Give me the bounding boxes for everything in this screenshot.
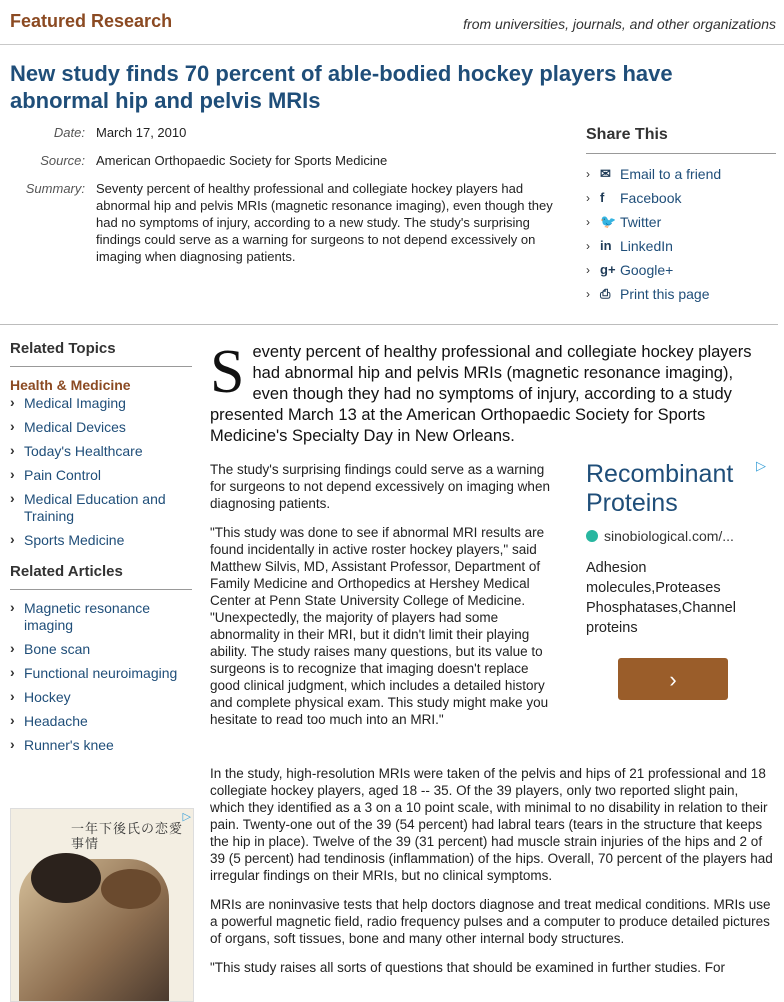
- meta-summary: Seventy percent of healthy professional and collegiate hockey players had abnormal hip and pelvis MRIs (magnetic resonance imaging), even though they had no symptoms of injury, according to a new study. The study's surprising findings could serve as a warning for surgeons to not depend excessively on imaging when diagnosing patients.: [96, 181, 553, 264]
- article-meta: [0, 124, 560, 276]
- meta-source-row: [0, 152, 560, 169]
- related-topics-heading: Related Topics: [10, 340, 192, 367]
- facebook-icon: f: [600, 190, 605, 205]
- related-topics-list: [10, 395, 192, 549]
- article-link[interactable]: › Bone scan: [10, 641, 192, 658]
- meta-date-row: [0, 124, 560, 141]
- share-linkedin-label: LinkedIn: [620, 238, 673, 254]
- share-email-link[interactable]: [586, 162, 776, 186]
- related-articles-heading: Related Articles: [10, 563, 192, 590]
- meta-source: American Orthopaedic Society for Sports Medicine: [96, 153, 388, 168]
- ad-choices-icon[interactable]: ▷: [756, 458, 766, 473]
- ad-title[interactable]: Recombinant Proteins: [586, 460, 734, 517]
- article-paragraph: "This study raises all sorts of questions that should be examined in further studies. For: [210, 960, 726, 975]
- left-sidebar: [10, 340, 192, 768]
- article-body-continued: [210, 765, 776, 988]
- linkedin-icon: in: [600, 238, 612, 253]
- chevron-right-icon: ›: [586, 167, 590, 181]
- chevron-right-icon: ›: [586, 215, 590, 229]
- section-tagline: from universities, journals, and other organizations: [463, 16, 776, 32]
- share-twitter-link[interactable]: [586, 210, 776, 234]
- share-facebook-link[interactable]: [586, 186, 776, 210]
- share-facebook-label: Facebook: [620, 190, 682, 206]
- topic-link[interactable]: › Sports Medicine: [10, 532, 192, 549]
- drop-cap: S: [210, 338, 245, 406]
- meta-date-label: Date:: [53, 125, 85, 140]
- article-paragraph: In the study, high-resolution MRIs were taken of the pelvis and hips of 21 professional and 18 collegiate hockey players, aged 18 -- 35. Of the 39 players, only two reported slight pain, which they identified as a 3 on a 10 point scale, with minimal to no disability in relation to their pain. Twenty-one out of the 39 (54 percent) had labral tears (tears in the structure that keeps the hip in place). Twelve of the 39 (31 percent) had muscle strain injuries of the hips and 2 of 39 (5 percent) had tendinosis (inflammation) of the hips. Overall, 70 percent of the players had irregular findings on their MRIs, but no clinical symptoms.: [210, 766, 773, 883]
- section-brand[interactable]: Featured Research: [10, 11, 173, 31]
- article-title: New study finds 70 percent of able-bodied hockey players have abnormal hip and pelvis MRIs: [10, 61, 673, 113]
- side-ad-title: 一年下後氏の恋愛事情: [71, 821, 184, 851]
- share-panel: [586, 126, 776, 306]
- topic-link[interactable]: › Medical Imaging: [10, 395, 192, 412]
- side-ad-banner[interactable]: [10, 808, 194, 1002]
- share-google-plus-link[interactable]: [586, 258, 776, 282]
- share-google-plus-label: Google+: [620, 262, 674, 278]
- article-lead-text: eventy percent of healthy professional and collegiate hockey players had abnormal hip and pelvis MRIs (magnetic resonance imaging), even though they had no symptoms of injury, according to a study presented March 13 at the American Orthopaedic Society for Sports Medicine's Specialty Day in New Orleans.: [210, 343, 752, 445]
- related-topics-category[interactable]: Health & Medicine: [10, 377, 131, 393]
- article-link[interactable]: › Functional neuroimaging: [10, 665, 192, 682]
- share-linkedin-link[interactable]: [586, 234, 776, 258]
- ad-description: Adhesion molecules,Proteases Phosphatases,Channel proteins: [586, 560, 736, 636]
- share-title: Share This: [586, 126, 776, 154]
- article-paragraph: MRIs are noninvasive tests that help doctors diagnose and treat medical conditions. MRIs use a powerful magnetic field, radio frequency pulses and a computer to produce detailed pictures of organs, soft tissues, bone and many other internal body structures.: [210, 897, 771, 946]
- printer-icon: ⎙: [600, 286, 611, 301]
- globe-icon: [586, 530, 598, 542]
- twitter-icon: 🐦: [600, 214, 617, 229]
- article-link[interactable]: › Runner's knee: [10, 737, 192, 754]
- share-twitter-label: Twitter: [620, 214, 662, 230]
- article-paragraph: The study's surprising findings could serve as a warning for surgeons to not depend excessively on imaging when diagnosing patients.: [210, 462, 550, 511]
- side-ad-illustration-detail: [31, 853, 101, 903]
- article-link[interactable]: › Hockey: [10, 689, 192, 706]
- ad-url-text: sinobiological.com/...: [604, 528, 734, 544]
- share-print-label: Print this page: [620, 286, 710, 302]
- ad-choices-icon[interactable]: ▷: [182, 811, 191, 823]
- share-email-label: Email to a friend: [620, 166, 722, 182]
- meta-summary-row: [0, 180, 560, 265]
- chevron-right-icon: ›: [586, 239, 590, 253]
- google-plus-icon: g+: [600, 262, 616, 277]
- chevron-right-icon: ›: [586, 191, 590, 205]
- meta-source-label: Source:: [40, 153, 85, 168]
- topic-link[interactable]: › Medical Devices: [10, 419, 192, 436]
- envelope-icon: ✉: [600, 166, 611, 181]
- chevron-right-icon: ›: [586, 263, 590, 277]
- side-ad-illustration-detail: [101, 869, 161, 909]
- article-link[interactable]: › Magnetic resonance imaging: [10, 600, 192, 634]
- chevron-right-icon: ›: [586, 287, 590, 301]
- section-divider: [0, 324, 778, 325]
- meta-summary-label: Summary:: [25, 181, 85, 196]
- ad-open-button[interactable]: ›: [618, 658, 728, 700]
- ad-url[interactable]: [586, 528, 770, 544]
- share-print-link[interactable]: [586, 282, 776, 306]
- top-bar: [0, 0, 784, 45]
- article-lead: [210, 338, 770, 447]
- topic-link[interactable]: › Medical Education and Training: [10, 491, 192, 525]
- topic-link[interactable]: › Today's Healthcare: [10, 443, 192, 460]
- topic-link[interactable]: › Pain Control: [10, 467, 192, 484]
- article-link[interactable]: › Headache: [10, 713, 192, 730]
- meta-date: March 17, 2010: [96, 125, 187, 140]
- ad-recombinant-proteins[interactable]: [586, 460, 770, 700]
- article-paragraph: "This study was done to see if abnormal MRI results are found incidentally in active roster hockey players," said Matthew Silvis, MD, Assistant Professor, Department of Family Medicine and Orthopedics at Hershey Medical Center at Penn State University College of Medicine. "Unexpectedly, the majority of players had some abnormality in their MRI, but it didn't limit their playing ability. The study raises many questions, but its value to surgeons is to recognize that imaging doesn't replace good clinical judgment, which includes a detailed history and complete physical exam. This study might make you hesitate to read too much into an MRI.": [210, 525, 549, 727]
- related-articles-list: [10, 600, 192, 754]
